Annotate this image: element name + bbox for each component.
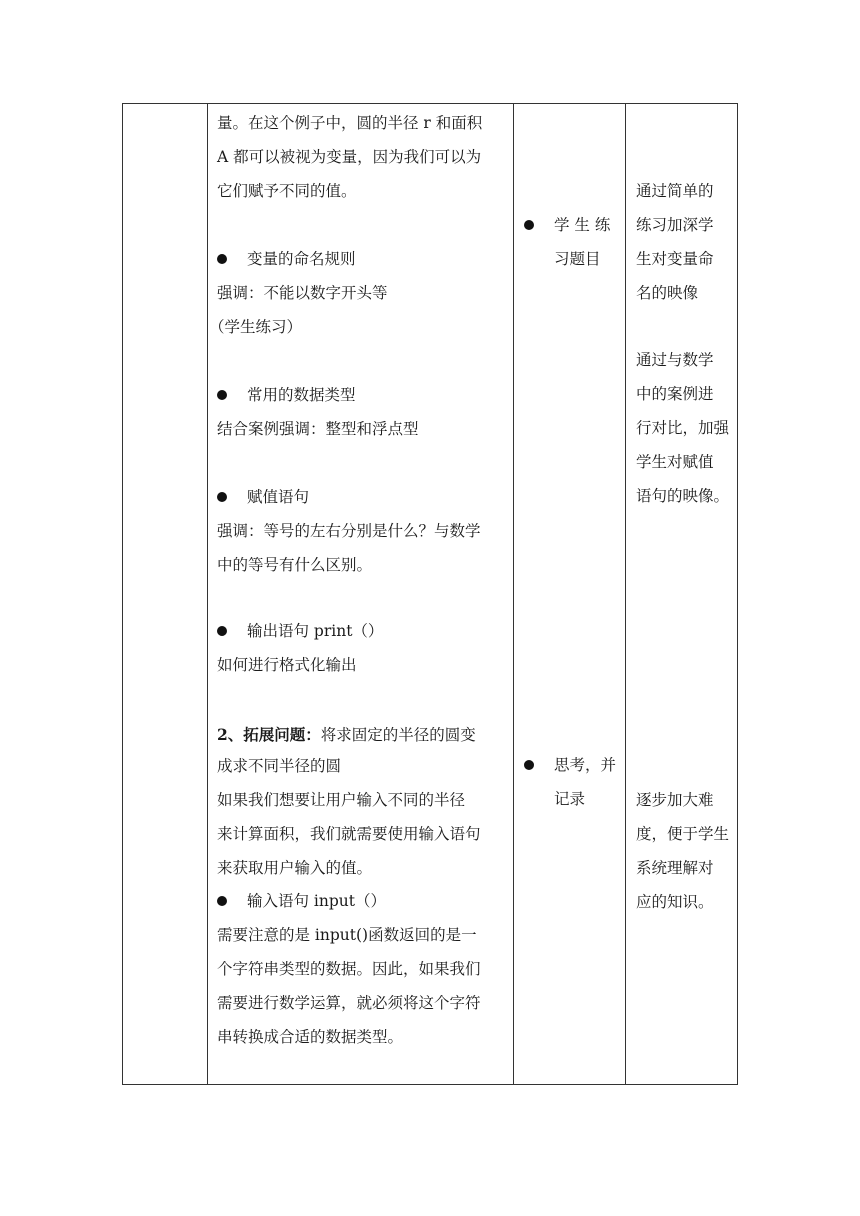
lesson-plan-table [122, 103, 738, 1085]
bullet-icon [524, 760, 534, 770]
content-line: 个字符串类型的数据。因此，如果我们 [217, 960, 481, 978]
content-line: （学生练习） [209, 318, 303, 336]
intent-line: 语句的映像。 [636, 487, 730, 505]
extend-text: 将求固定的半径的圆变 [320, 726, 476, 744]
content-line: 需要注意的是 input()函数返回的是一 [217, 926, 477, 944]
input-heading: 输入语句 input（） [247, 892, 387, 910]
intent-line: 名的映像 [636, 284, 699, 302]
content-line: 来获取用户输入的值。 [217, 859, 373, 877]
naming-heading: 变量的命名规则 [247, 250, 356, 268]
content-intro-line: 它们赋予不同的值。 [217, 182, 357, 200]
bullet-icon [217, 626, 227, 636]
content-line: 强调：不能以数字开头等 [217, 284, 388, 302]
bullet-icon [217, 492, 227, 502]
content-intro-line: A 都可以被视为变量，因为我们可以为 [217, 148, 482, 166]
intent-line: 度，便于学生 [636, 825, 730, 843]
types-heading: 常用的数据类型 [247, 386, 356, 404]
extend-line [217, 725, 476, 745]
intent-line: 逐步加大难 [636, 791, 714, 809]
column-content [208, 104, 514, 1084]
content-line: 中的等号有什么区别。 [217, 556, 373, 574]
content-line: 成求不同半径的圆 [217, 757, 342, 775]
output-heading: 输出语句 print（） [247, 622, 384, 640]
extend-label: 2、拓展问题： [217, 725, 321, 744]
intent-line: 中的案例进 [636, 385, 714, 403]
content-line: 串转换成合适的数据类型。 [217, 1028, 404, 1046]
assign-heading: 赋值语句 [247, 488, 310, 506]
bullet-icon [217, 896, 227, 906]
student-item-line: 学 生 练 [554, 216, 611, 234]
bullet-icon [217, 390, 227, 400]
content-line: 如何进行格式化输出 [217, 656, 357, 674]
column-student [514, 104, 626, 1084]
content-line: 如果我们想要让用户输入不同的半径 [217, 791, 466, 809]
intent-line: 练习加深学 [636, 216, 714, 234]
content-line: 需要进行数学运算，就必须将这个字符 [217, 994, 481, 1012]
intent-line: 通过与数学 [636, 351, 714, 369]
intent-line: 通过简单的 [636, 182, 714, 200]
column-intent [626, 104, 738, 1084]
content-line: 强调：等号的左右分别是什么？与数学 [217, 522, 481, 540]
intent-line: 系统理解对 [636, 859, 714, 877]
bullet-icon [524, 220, 534, 230]
student-item-line: 记录 [554, 790, 586, 808]
content-intro-line: 量。在这个例子中，圆的半径 r 和面积 [217, 114, 483, 132]
intent-line: 行对比，加强 [636, 419, 730, 437]
content-line: 结合案例强调：整型和浮点型 [217, 420, 419, 438]
intent-line: 学生对赋值 [636, 453, 714, 471]
student-item-line: 习题目 [554, 250, 601, 268]
bullet-icon [217, 254, 227, 264]
intent-line: 应的知识。 [636, 893, 714, 911]
student-item-line: 思考，并 [554, 756, 617, 774]
intent-line: 生对变量命 [636, 250, 714, 268]
content-line: 来计算面积，我们就需要使用输入语句 [217, 825, 481, 843]
column-stage [123, 104, 208, 1084]
